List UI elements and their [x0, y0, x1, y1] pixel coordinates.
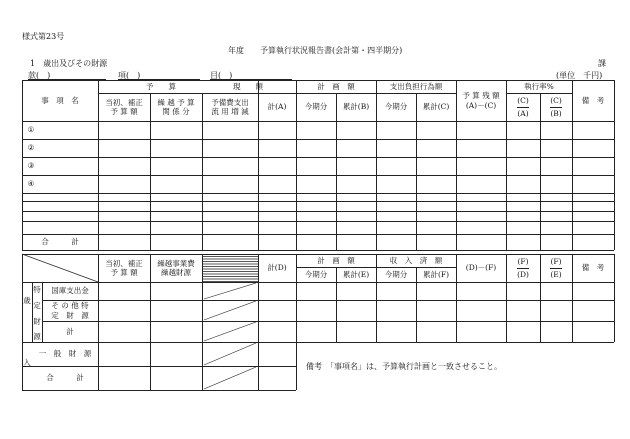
moku-field: 目( )	[210, 71, 233, 80]
yosan-zan-label: 予 算 残 額	[462, 91, 500, 101]
kongetsu-header-3: 今期分	[304, 269, 328, 279]
zai-label: 財	[33, 317, 41, 327]
ippan-label: 一 般 財 源	[38, 349, 92, 359]
ruikei-f-header: 累計(F)	[422, 269, 450, 279]
ratio-cb-bottom: (B)	[550, 108, 562, 118]
ruikei-b-header: 累計(B)	[342, 102, 370, 112]
row-label: ①	[27, 125, 35, 135]
row-label: ③	[27, 161, 35, 171]
toku-kei-label: 計	[66, 326, 74, 336]
note-text: 備考 「事項名」は、予算執行計画と一致させること。	[306, 362, 502, 371]
jikomei-header: 事 項 名	[41, 95, 79, 105]
kei-a-header: 計(A)	[267, 102, 287, 112]
section-label: 1 歳出及びその財源	[30, 59, 108, 68]
ratio-fe-header	[540, 254, 572, 282]
yobi-header: 予備費支出 流 用 増 減	[211, 97, 249, 116]
kokko-label: 国庫支出金	[51, 286, 89, 296]
shishutsu-header: 支出負担行為額	[389, 81, 443, 91]
kongetsu-header-4: 今期分	[384, 269, 408, 279]
tei-label: 定	[33, 301, 41, 311]
ratio-cb-top: (C)	[550, 96, 562, 106]
touho-header-2: 当初、補正 予 算 額	[105, 258, 143, 277]
shikkou-header: 執行率%	[524, 81, 554, 91]
ratio-ca-top: (C)	[517, 96, 529, 106]
row-label: ④	[27, 179, 35, 189]
toku-label: 特	[33, 285, 41, 295]
goukei-label-2: 合 計	[46, 373, 84, 383]
kurikoshi-header-2: 繰越事業費 繰越財源	[157, 258, 195, 277]
kongetsu-header-2: 今期分	[384, 102, 408, 112]
unit-label: (単位 千円)	[556, 71, 603, 80]
ratio-fd-header	[506, 254, 540, 282]
bikou-header: 備 考	[581, 95, 605, 105]
ratio-ca-bottom: (A)	[517, 108, 529, 118]
yosan-header: 予 算	[146, 81, 176, 91]
ratio-ca-header	[506, 93, 540, 121]
sai-label: 歳	[23, 296, 31, 306]
ratio-fd-top: (F)	[517, 257, 529, 267]
yosan-zan-formula: (A)－(C)	[465, 100, 497, 110]
ruikei-c-header: 累計(C)	[422, 102, 450, 112]
ratio-cb-header	[540, 93, 572, 121]
bikou-header-2: 備 考	[581, 263, 605, 273]
report-title: 年度 予算執行状況報告書(会計第・四半期分)	[228, 46, 403, 55]
touho-header: 当初、補正 予 算 額	[105, 97, 143, 116]
header-diagonal	[22, 254, 98, 282]
ruikei-e-header: 累計(E)	[342, 269, 370, 279]
kou-field: 項( )	[118, 71, 141, 80]
kan-field: 款( )	[28, 71, 51, 80]
department-label: 課	[598, 59, 606, 68]
row-label: ②	[27, 143, 35, 153]
ratio-fe-bottom: (E)	[550, 269, 562, 279]
form-number: 様式第23号	[22, 32, 65, 41]
yosan-zan-header	[456, 80, 506, 121]
genkaku-header: 現 額	[233, 81, 263, 91]
kurikoshi-diagonals	[202, 282, 258, 390]
diff-header: (D)－(F)	[465, 263, 497, 273]
sonota-label: そ の 他 特 定 財 源	[51, 301, 89, 320]
kurikoshi-header: 繰 越 予 算 関 係 分	[157, 97, 195, 116]
kongetsu-header-1: 今期分	[304, 102, 328, 112]
kei-d-header: 計(D)	[267, 263, 287, 273]
gen-label: 源	[33, 332, 41, 342]
nyuu-label: 入	[23, 358, 31, 368]
shuunyuu-header: 収 入 済 額	[389, 255, 443, 265]
keikaku-header: 計 画 額	[317, 81, 355, 91]
hatched-cell	[203, 255, 258, 282]
keikaku-header-2: 計 画 額	[317, 255, 355, 265]
total-row-label: 合 計	[41, 237, 79, 247]
ratio-fd-bottom: (D)	[517, 269, 529, 279]
ratio-fe-top: (F)	[550, 257, 562, 267]
